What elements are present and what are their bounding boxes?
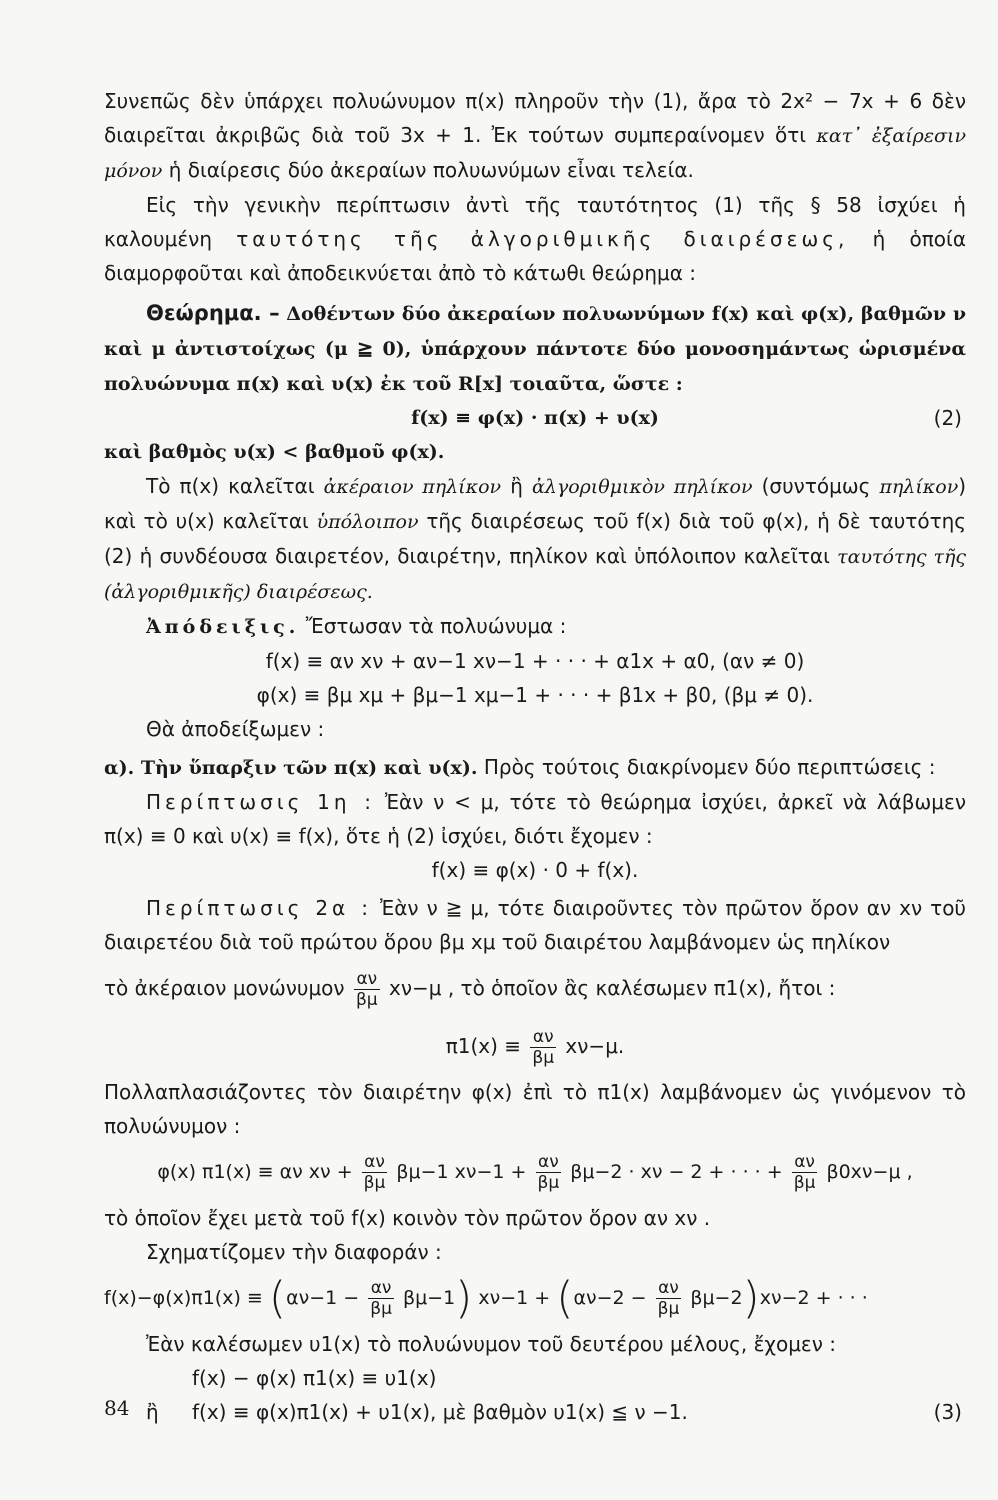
text: xν−μ , τὸ ὁποῖον ἂς καλέσωμεν π1(x), ἤτοι : [388,976,836,1000]
italic-text: ὑπόλοιπον [316,511,419,533]
numerator: αν [656,1278,682,1299]
fraction [354,969,380,1010]
text: Τὸ π(x) καλεῖται [146,474,315,498]
text: Ἔστωσαν τὰ πολυώνυμα : [305,614,567,638]
text: ) καὶ τὸ υ(x) καλεῖται [104,474,967,533]
case-label: Περίπτωσις 1η : [146,790,376,814]
paragraph-1 [104,84,966,188]
text: β0xν−μ , [826,1161,913,1183]
proof-label: Ἀπόδειξις. [146,616,300,638]
text: Ἐὰν ν < μ, τότε τὸ θεώρημα ἰσχύει, ἀρκεῖ νὰ λάβωμεν π(x) ≡ 0 καὶ υ(x) ≡ f(x), ὅτε ἡ (2) ἰσχύει, διότι ἔχομεν : [104,790,967,848]
product-equation [104,1143,966,1201]
paren: ) [455,1272,473,1324]
equation: f(x) ≡ φ(x) · π(x) + υ(x) [411,407,659,429]
text: αν−1 − [286,1287,360,1309]
equation-number: (3) [933,1400,962,1424]
numerator: αν [792,1152,818,1173]
fraction [792,1152,818,1193]
multiplication-text: Πολλαπλασιάζοντες τὸν διαιρέτην φ(x) ἐπὶ τὸ π1(x) λαμβάνομεν ὡς γινόμενον τὸ πολυώνυμον : [104,1080,966,1138]
text: π1(x) ≡ [445,1034,522,1058]
text: (συντόμως [761,474,871,498]
paren: ( [556,1272,574,1324]
theorem-end: καὶ βαθμὸς υ(x) < βαθμοῦ φ(x). [104,441,445,463]
numerator: αν [536,1152,562,1173]
paren: ( [268,1272,287,1324]
denominator: βμ [793,1173,816,1193]
equation-2 [104,401,966,435]
part-label: α). Τὴν ὕπαρξιν τῶν π(x) καὶ υ(x). [104,757,478,779]
numerator: αν [362,1152,388,1173]
spaced-text: ταυτότης τῆς ἀλγοριθμικῆς διαιρέσεως, [236,227,849,251]
equation: f(x) ≡ φ(x)π1(x) + υ1(x), μὲ βαθμὸν υ1(x) ≦ ν −1. [192,1400,688,1424]
text: Ἐὰν ν ≧ μ, τότε διαιροῦντες τὸν πρῶτον ὅρον αν xν τοῦ διαιρετέου διὰ τοῦ πρώτου ὅρου βμ xμ τοῦ διαιρέτου λαμβάνομεν ὡς πηλίκον [104,896,967,954]
fraction [536,1152,562,1193]
text: βμ−1 [402,1287,456,1309]
text: τὸ ἀκέραιον μονώνυμον [104,976,345,1000]
text: xν−2 + · · · [759,1287,868,1309]
prove-line: Θὰ ἀποδείξωμεν : [146,717,325,741]
text: αν−2 − [573,1287,647,1309]
theorem [104,296,966,401]
part-alpha [104,750,966,785]
case-1-equation: f(x) ≡ φ(x) · 0 + f(x). [431,858,639,882]
text: f(x)−φ(x)π1(x) ≡ [104,1287,263,1309]
equation-3 [104,1395,966,1429]
text: xν−1 + [478,1287,551,1309]
theorem-text: Δοθέντων δύο ἀκεραίων πολυωνύμων f(x) καὶ φ(x), βαθμῶν ν καὶ μ ἀντιστοίχως (μ ≧ 0), ὑπάρχουν πάντοτε δύο μονοσημάντως ὡρισμένα πολυώνυμα π(x) καὶ υ(x) ἐκ τοῦ R[x] τοιαῦτα, ὥστε : [104,303,967,395]
case-1 [104,785,966,853]
text: ἢ [510,474,523,498]
text: ἢ [146,1400,159,1424]
denominator: βμ [363,1173,386,1193]
u1-text: Ἐὰν καλέσωμεν υ1(x) τὸ πολυώνυμον τοῦ δευτέρου μέλους, ἔχομεν : [146,1332,837,1356]
text: βμ−2 [690,1287,743,1309]
text: φ(x) π1(x) ≡ αν xν + [157,1161,353,1183]
polynomial-f: f(x) ≡ αν xν + αν−1 xν−1 + · · · + α1x + α0, (αν ≠ 0) [265,649,805,673]
italic-text: κατ᾽ ἐξαίρεσιν μόνον [104,125,966,182]
denominator: βμ [657,1299,680,1319]
fraction [656,1278,682,1319]
proof-intro [104,609,966,644]
denominator: βμ [537,1173,560,1193]
text: ἡ ὁποία διαμορφοῦται καὶ ἀποδεικνύεται ἀπὸ τὸ κάτωθι θεώρημα : [104,227,966,285]
case-label: Περίπτωσις 2α : [146,896,372,920]
italic-text: ταυτότης τῆς (ἀλγοριθμικῆς) διαιρέσεως. [104,546,967,603]
numerator: αν [354,969,380,990]
text: ἡ διαίρεσις δύο ἀκεραίων πολυωνύμων εἶναι τελεία. [168,158,694,182]
difference-equation [104,1269,966,1327]
polynomial-phi: φ(x) ≡ βμ xμ + βμ−1 xμ−1 + · · · + β1x + β0, (βμ ≠ 0). [256,683,814,707]
difference-text: Σχηματίζομεν τὴν διαφοράν : [146,1240,442,1264]
case-2 [104,891,966,959]
paragraph-3 [104,469,966,609]
text: βμ−1 xν−1 + [396,1161,527,1183]
denominator: βμ [355,990,378,1010]
equation-number: (2) [933,406,962,430]
theorem-label: Θεώρημα. – [146,301,280,325]
case-2-quotient [104,959,966,1017]
text: xν−μ. [565,1034,625,1058]
text: Συνεπῶς δὲν ὑπάρχει πολυώνυμον π(x) πληροῦν τὴν (1), ἄρα τὸ 2x² − 7x + 6 δὲν διαιρεῖται ἀκριβῶς διὰ τοῦ 3x + 1. Ἐκ τούτων συμπεραίνομεν ὅτι [104,89,966,147]
numerator: αν [530,1027,556,1048]
pi1-equation [104,1017,966,1075]
page-number: 84 [104,1396,130,1420]
paragraph-2 [104,188,966,290]
fraction [362,1152,388,1193]
denominator: βμ [532,1048,555,1068]
italic-text: πηλίκον [879,476,959,498]
page-body [104,84,966,1429]
italic-text: ἀλγοριθμικὸν πηλίκον [531,476,753,498]
fraction [530,1027,556,1068]
numerator: αν [368,1278,394,1299]
common-term-text: τὸ ὁποῖον ἔχει μετὰ τοῦ f(x) κοινὸν τὸν πρῶτον ὅρον αν xν . [104,1206,711,1230]
denominator: βμ [370,1299,392,1319]
text: βμ−2 · xν − 2 + · · · + [570,1161,783,1183]
fraction [368,1278,394,1319]
italic-text: ἀκέραιον πηλίκον [323,476,502,498]
equation-3a: f(x) − φ(x) π1(x) ≡ υ1(x) [192,1366,437,1390]
text: Εἰς τὴν γενικὴν περίπτωσιν ἀντὶ τῆς ταυτότητος (1) τῆς § 58 ἰσχύει ἡ καλουμένη [104,193,966,251]
text: Πρὸς τούτοις διακρίνομεν δύο περιπτώσεις : [483,755,936,779]
text: τῆς διαιρέσεως τοῦ f(x) διὰ τοῦ φ(x), ἡ δὲ ταυτότης (2) ἡ συνδέουσα διαιρετέον, διαιρέτην, πηλίκον καὶ ὑπόλοιπον καλεῖται [104,509,967,568]
paren: ) [742,1272,760,1324]
